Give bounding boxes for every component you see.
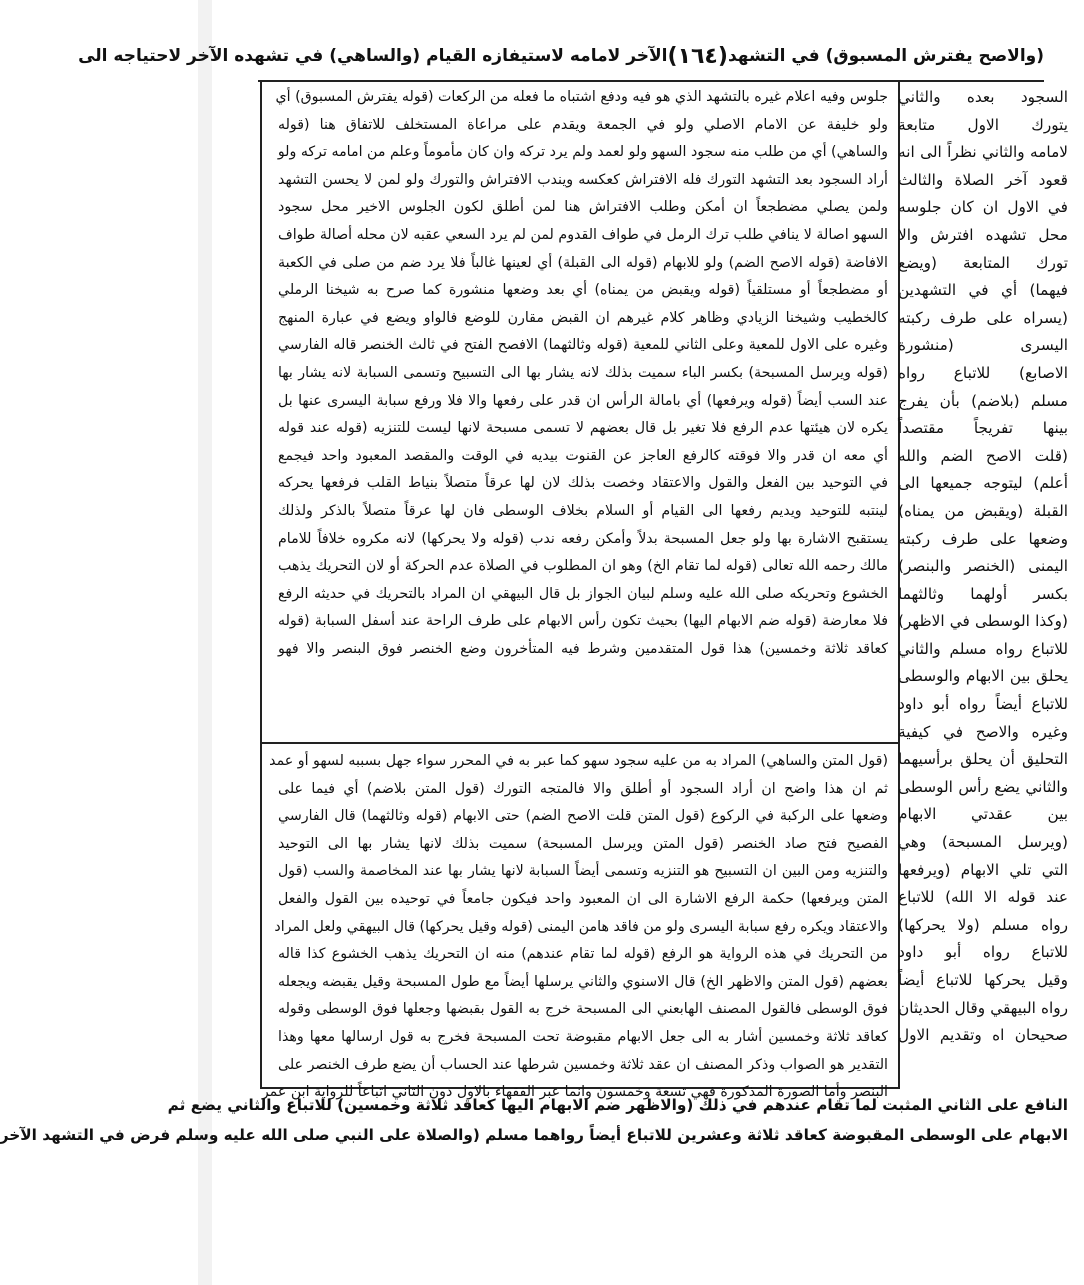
- main-text-line: السجود بعده والثاني: [898, 88, 1068, 106]
- commentary-line: في التوحيد بين الفعل والقول والاعتقاد وخصت بذلك لان لها عرقاً متصلاً بنياط القلب فرفعها يحركه: [278, 475, 888, 492]
- main-text-line: عند قوله الا الله) للاتباع: [898, 888, 1068, 907]
- gloss-line: كعاقد ثلاثة وخمسين أشار به الى جعل الابهام مقبوضة تحت المسبحة فخرج به قول ارسالها معها وهذا: [278, 1028, 888, 1045]
- page-number: (١٦٤): [667, 43, 728, 69]
- main-text-line: بكسر أولهما وثالثهما: [898, 584, 1068, 603]
- main-text-line: وضعها على طرف ركبته: [898, 529, 1068, 548]
- commentary-line: (قوله ويرسل المسبحة) بكسر الباء سميت بذلك لانه يشار بها الى التسبيح وتسمى السبابة لانه يشار بها: [278, 364, 888, 381]
- main-text-line: (يسراه على طرف ركبته: [898, 308, 1068, 327]
- main-text-line: بينها تفريجاً مقتصداً: [898, 419, 1068, 438]
- main-text-bottom: [0, 1090, 1068, 1150]
- main-text-line: فيهما) أي في التشهدين: [898, 281, 1068, 300]
- main-text-line: النافع على الثاني المثبت لما تقام عندهم في ذلك (والاظهر ضم الابهام اليها كعاقد ثلاثة وخمسين) للاتباع والثاني يضع ثم: [167, 1096, 1068, 1114]
- main-text-line: وغيره والاصح في كيفية: [898, 722, 1068, 741]
- main-text-line: رواه مسلم (ولا يحركها): [898, 915, 1068, 934]
- gloss-line: من التحريك في هذه الرواية هو الرفع (قوله لما تقام عندهم) منه ان التحريك يذهب الخشوع كذا قاله: [278, 946, 888, 963]
- main-text-line: (قلت الاصح الضم والله: [898, 446, 1068, 465]
- main-text-line: يتورك الاول متابعة: [898, 115, 1068, 134]
- gloss-line: المتن ويرفعها) حكمة الرفع الاشارة الى ان المعبود واحد فيكون جامعاً في توحيده بين القول والفعل: [278, 890, 888, 907]
- commentary-line: الافاضة (قوله الاصح الضم) ولو للابهام (قوله الى القبلة) أي لعينها غالباً فلا يرد ضم من صلى في الكعبة: [278, 254, 888, 271]
- main-text-line: وقيل يحركها للاتباع أيضاً: [898, 971, 1068, 989]
- main-text-line: (ويرسل المسبحة) وهي: [898, 833, 1068, 852]
- main-text-line: بين عقدتي الابهام: [898, 805, 1068, 824]
- commentary-line: ولمن يصلي مضطجعاً ان أمكن وطلب الافتراش هنا لمن أطلق لكون الجلوس الاخير محل سجود: [278, 199, 888, 216]
- main-text-column: [898, 84, 1068, 1050]
- commentary-line: أراد السجود بعد التشهد التورك فله الافتراش كعكسه ويندب الافتراش والتورك ولو لمن لا يحسن التشهد: [278, 171, 888, 188]
- main-text-line: للاتباع أيضاً رواه أبو داود: [898, 695, 1068, 714]
- main-text-line: يحلق بين الابهام والوسطى: [898, 667, 1068, 686]
- main-text-line: صحيحان اه وتقديم الاول: [898, 1026, 1068, 1045]
- main-text-line: للاتباع رواه أبو داود: [898, 943, 1068, 962]
- main-text-line: والثاني يضع رأس الوسطى: [898, 777, 1068, 796]
- main-text-line: قعود آخر الصلاة والثالث: [898, 170, 1068, 189]
- main-text-line: اليسرى (منشورة: [898, 336, 1068, 355]
- gloss-line: بعضهم (قول المتن والاظهر الخ) قال الاسنوي والثاني يرسلها أيضاً مع طول المسبحة وقيل يقبضه ويجعله: [278, 973, 888, 990]
- gloss-line: (قول المتن والساهي) المراد به من عليه سجود سهو كما عبر به في المحرر سواء جهل بسببه لسهو أو عمد: [269, 753, 888, 769]
- main-text-line: للاتباع رواه مسلم والثاني: [898, 639, 1068, 658]
- main-text-line: رواه البيهقي وقال الحديثان: [898, 998, 1068, 1017]
- commentary-line: فلا معارضة (قوله ضم الابهام اليها) بحيث تكون رأس الابهام على طرف الراحة عند أسفل السبابة (قوله: [278, 613, 888, 630]
- commentary-line: يستقبح الاشارة بها ولو جعل المسبحة بدلاً وأمكن رفعه ندب (قوله ولا يحركها) لانه مكروه خلافاً للامام: [278, 530, 888, 547]
- gloss-line: فوق الوسطى فالقول المصنف الهابعني الى المسبحة خرج به القول بقبضها وجعلها فوق الوسطى وقوله: [278, 1001, 888, 1018]
- commentary-line: وغيره على الاول للمعية وعلى الثاني للمعية (قوله وثالثهما) الافصح الفتح في ثالث الخنصر قاله الفارسي: [278, 337, 888, 354]
- commentary-line: جلوس وفيه اعلام غيره بالتشهد الذي هو فيه ودفع اشتباه ما فعله من الركعات (قوله يفترش المسبوق) أي: [275, 89, 888, 105]
- commentary-line: والساهي) أي من طلب منه سجود السهو ولو لعمد ولم يرد تركه وان كان مأموماً وعلم من امامه تركه ولو: [277, 144, 888, 161]
- main-text-line: التي تلي الابهام (ويرفعها: [898, 860, 1068, 879]
- gloss-line: البنصر وأما الصورة المذكورة فهي تسعة وخمسون وانما عبر الفقهاء بالاول دون الثاني اتباعاً للرواية ابن عمر: [261, 1084, 888, 1101]
- gloss-line: والاعتقاد ويكره رفع سبابة اليسرى ولو من فاقد هامن اليمنى (قوله وقيل يحركها) قال البيهقي ولعل المراد: [274, 918, 888, 935]
- gloss-line: وضعها على الركبة في الركوع (قول المتن قلت الاصح الضم) حتى الابهام (قوله وثالثهما) قال الفارسي: [278, 808, 888, 825]
- upper-commentary: [275, 84, 888, 663]
- main-text-line: القبلة (ويقبض من يمناه): [898, 501, 1068, 520]
- commentary-line: عند السب أيضاً (قوله ويرفعها) أي بامالة الرأس ان قدر على رفعها والا فلا ورفع سبابة اليسرى عنها بل: [278, 392, 888, 409]
- main-text-line: التحليق أن يحلق برأسيهما: [898, 750, 1068, 769]
- main-text-line: الابهام على الوسطى المقبوضة كعاقد ثلاثة وعشرين للاتباع أيضاً رواهما مسلم (والصلاة على النبي صلى الله عليه وسلم فرض في التشهد الآخر: [0, 1126, 1068, 1144]
- commentary-line: السهو اصالة لا ينافي طلب ترك الرمل في طواف القدوم لمن لم يرد السعي عقبه لان محله أصالة طواف: [278, 226, 888, 243]
- main-text-line: لامامه والثاني نظراً الى انه: [898, 143, 1068, 162]
- lower-commentary: [261, 748, 888, 1107]
- gloss-line: التقدير هو الصواب وذكر المصنف ان عقد ثلاثة وخمسين شرطها عند الحساب أن يضع طرف الخنصر على: [278, 1056, 888, 1073]
- commentary-line: ولو خليفة عن الامام الاصلي ولو في الجمعة ويقدم على مراعاة المستخلف للاتفاق هنا (قوله: [278, 116, 888, 133]
- main-text-line: (وكذا الوسطى في الاظهر): [898, 612, 1068, 631]
- commentary-line: مالك رحمه الله تعالى (قوله لما تقام الخ) وهو ان المطلوب في الصلاة عدم الحركة أو لان التحريك يذهب: [278, 558, 888, 575]
- main-text-line: اليمنى (الخنصر والبنصر): [898, 557, 1068, 576]
- commentary-line: كالخطيب وشيخنا الزيادي وظاهر كلام غيرهم ان القبض مقارن للوضع فالواو ويضع في عبارة المنهج: [278, 309, 888, 326]
- main-text-line: أعلم) ليتوجه جميعها الى: [898, 474, 1068, 493]
- commentary-line: لينتبه للتوحيد ويديم رفعها الى القيام أو السلام بخلاف الوسطى فان لها عرقاً متصلاً بالذكر ولذلك: [278, 502, 888, 519]
- commentary-line: أو مضطجعاً أو مستلقياً (قوله ويقبض من يمناه) أي بعد وضعها منشورة كما صرح به شيخنا الرملي: [278, 282, 888, 299]
- main-text-line: الاصابع) للاتباع رواه: [898, 363, 1068, 382]
- main-text-line: في الاول ان كان جلوسه: [898, 198, 1068, 217]
- commentary-line: يكره لان هيئتها عدم الرفع فلا تغير بل قال بعضهم لا تسمى مسبحة لانها ليست للتنزيه (قوله عند قوله: [278, 420, 888, 437]
- gloss-line: والتنزيه ومن البين ان التسبيح هو التنزيه وتسمى أيضاً السبابة لانها يشار بها عند المخاصمة والسب (قول: [278, 863, 888, 880]
- main-text-line: محل تشهده افترش والا: [898, 225, 1068, 244]
- header-left-title: الآخر لامامه لاستيفازه القيام (والساهي) في تشهده الآخر لاحتياجه الى: [78, 46, 668, 66]
- header-right-title: (والاصح يفترش المسبوق) في التشهد: [727, 46, 1044, 66]
- commentary-line: الخشوع وتحريكه صلى الله عليه وسلم لبيان الجواز بل قال البيهقي ان المراد بالتحريك في حديثه الرفع: [278, 585, 888, 602]
- commentary-line: كعاقد ثلاثة وخمسين) هذا قول المتقدمين وشرط فيه المتأخرون وضع الخنصر فوق البنصر والا فهو: [278, 640, 888, 657]
- main-text-line: تورك المتابعة (ويضع: [898, 253, 1068, 272]
- main-text-line: مسلم (بلاضم) بأن يفرج: [898, 391, 1068, 410]
- commentary-divider: [260, 742, 900, 744]
- gloss-line: الفصيح فتح صاد الخنصر (قول المتن ويرسل المسبحة) سميت بذلك لانها يشار بها الى التوحيد: [278, 835, 888, 852]
- gloss-line: ثم ان هذا واضح ان أراد السجود أو أطلق والا فالمتجه التورك (قول المتن بلاضم) أي فيما على: [278, 780, 888, 797]
- page-header: [78, 32, 1044, 80]
- commentary-line: أي معه ان قدر والا فوقته كالرفع العاجز عن القنوت بيديه في الوقت والمقصد المعبود واحد فيجمع: [278, 447, 888, 464]
